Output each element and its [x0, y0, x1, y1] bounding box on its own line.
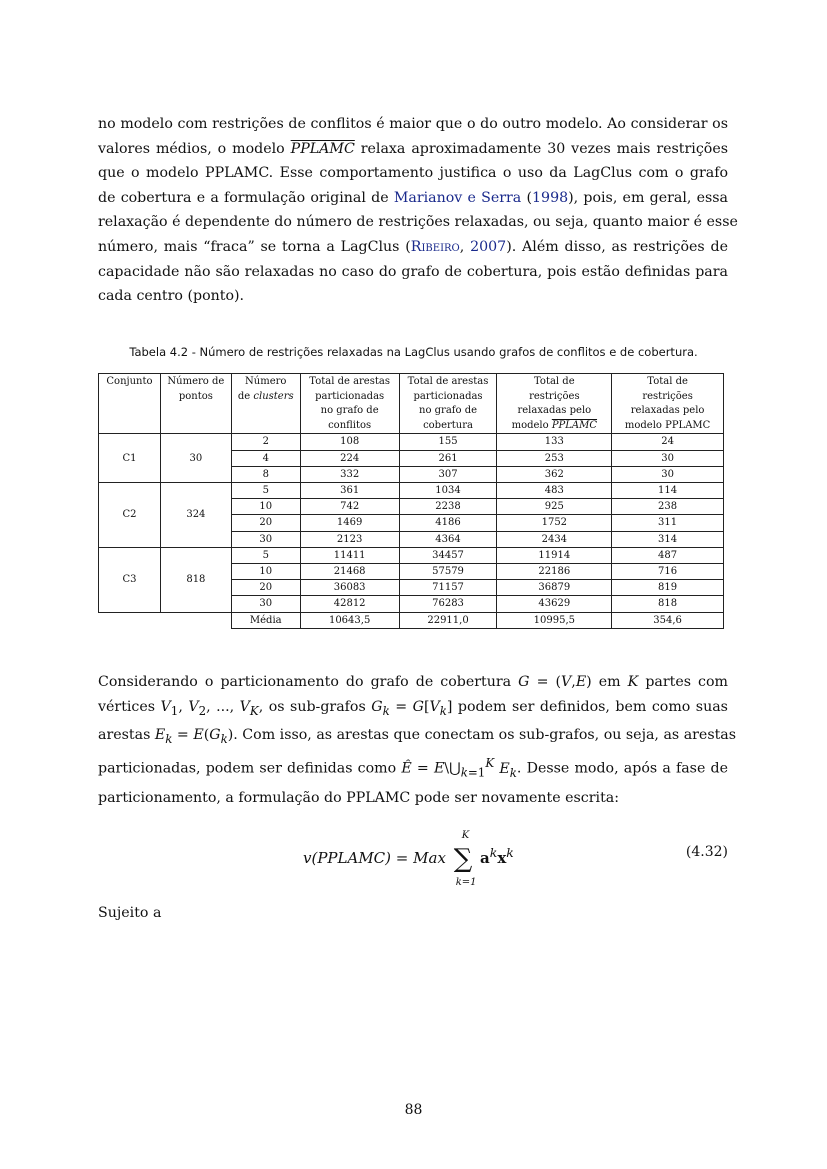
table-cell: 483: [497, 482, 612, 498]
table-cell: 11914: [497, 547, 612, 563]
table-cell: 1752: [497, 515, 612, 531]
results-table: [98, 373, 724, 629]
table-row: [99, 434, 724, 450]
table-cell: 24: [612, 434, 724, 450]
table-cell: 10: [231, 564, 300, 580]
table-cell: 253: [497, 450, 612, 466]
equation-4-32: [98, 827, 728, 887]
table-header-row: [99, 374, 724, 434]
citation-link[interactable]: Marianov e Serra: [393, 189, 522, 206]
text-line: vértices $V_1$, $V_2$, ..., $V_K$, os sub-grafos $G_k = G[V_k]$ podem ser definidos, bem como suas: [98, 698, 728, 718]
table-cell: 30: [612, 450, 724, 466]
table-row: [99, 547, 724, 563]
col-header: Total de arestas particionadas no grafo de conflitos: [300, 374, 399, 434]
col-header: Número de pontos: [160, 374, 231, 434]
text-line: cada centro (ponto).: [98, 288, 245, 305]
table-cell: 332: [300, 466, 399, 482]
table-cell: 2123: [300, 531, 399, 547]
cell-points: 30: [160, 434, 231, 483]
table-cell: 311: [612, 515, 724, 531]
table-cell: 487: [612, 547, 724, 563]
col-header: Total de restrições relaxadas pelo modelo PPLAMC: [497, 374, 612, 434]
citation-year-link[interactable]: 2007: [470, 238, 507, 255]
table-cell: 2434: [497, 531, 612, 547]
cell-points: 324: [160, 482, 231, 547]
average-cell: 10995,5: [497, 612, 612, 628]
average-cell: 22911,0: [399, 612, 497, 628]
table-caption: Tabela 4.2 - Número de restrições relaxadas na LagClus usando grafos de conflitos e de cobertura.: [129, 345, 698, 359]
paragraph-2: [98, 670, 737, 810]
cell-set: C2: [99, 482, 161, 547]
text-line: Considerando o particionamento do grafo de cobertura G = (V,E) em K partes com: [98, 674, 729, 690]
table-cell: 108: [300, 434, 399, 450]
cell-set: C3: [99, 547, 161, 612]
table-cell: 307: [399, 466, 497, 482]
col-header: Total de restrições relaxadas pelo modelo PPLAMC: [612, 374, 724, 434]
text-line: valores médios, o modelo PPLAMC relaxa aproximadamente 30 vezes mais restrições: [98, 140, 728, 157]
table-cell: 5: [231, 547, 300, 563]
table-cell: 43629: [497, 596, 612, 612]
average-cell: Média: [231, 612, 300, 628]
table-cell: 76283: [399, 596, 497, 612]
table-cell: 238: [612, 499, 724, 515]
table-cell: 71157: [399, 580, 497, 596]
table-cell: 314: [612, 531, 724, 547]
table-cell: 30: [231, 596, 300, 612]
table-cell: 361: [300, 482, 399, 498]
equation-rhs: $a^kx^k$: [480, 845, 514, 867]
table-cell: 11411: [300, 547, 399, 563]
text-line: relaxação é dependente do número de restrições relaxadas, ou seja, quanto maior é esse: [98, 214, 738, 231]
sum-lower-limit: k=1: [455, 877, 477, 888]
col-header: Número de clusters: [231, 374, 300, 434]
sum-upper-limit: K: [461, 830, 470, 841]
equation-number: (4.32): [685, 844, 728, 860]
table-cell: 30: [612, 466, 724, 482]
table-row: [99, 482, 724, 498]
table-cell: 8: [231, 466, 300, 482]
table-cell: 4186: [399, 515, 497, 531]
col-header: Total de arestas particionadas no grafo de cobertura: [399, 374, 497, 434]
table-cell: 21468: [300, 564, 399, 580]
text-line: particionadas, podem ser definidas como Ê = $E\backslash⋃_{k=1}^K$ $E_k$. Desse modo, após a fase de: [98, 756, 728, 780]
table-cell: 34457: [399, 547, 497, 563]
table-cell: 818: [612, 596, 724, 612]
text-line: que o modelo PPLAMC. Esse comportamento justifica o uso da LagClus com o grafo: [98, 165, 728, 182]
table-cell: 30: [231, 531, 300, 547]
text-line: de cobertura e a formulação original de Marianov e Serra (1998), pois, em geral, essa: [98, 189, 729, 206]
text-line: capacidade não são relaxadas no caso do grafo de cobertura, pois estão definidas para: [98, 263, 728, 280]
subject-to-label: Sujeito a: [98, 905, 162, 921]
citation-link[interactable]: Ribeiro: [410, 238, 460, 255]
table-cell: 819: [612, 580, 724, 596]
text-line: particionamento, a formulação do PPLAMC pode ser novamente escrita:: [98, 789, 620, 806]
table-cell: 22186: [497, 564, 612, 580]
average-cell: 10643,5: [300, 612, 399, 628]
table-cell: 2: [231, 434, 300, 450]
table-cell: 925: [497, 499, 612, 515]
table-cell: 224: [300, 450, 399, 466]
table-cell: 5: [231, 482, 300, 498]
cell-points: 818: [160, 547, 231, 612]
table-cell: 42812: [300, 596, 399, 612]
table-cell: 20: [231, 580, 300, 596]
text-line: número, mais “fraca” se torna a LagClus (Ribeiro, 2007). Além disso, as restrições de: [98, 238, 728, 255]
equation-body: [303, 830, 514, 888]
table-cell: 114: [612, 482, 724, 498]
page-number: 88: [404, 1102, 423, 1118]
table-cell: 742: [300, 499, 399, 515]
average-row: [99, 612, 724, 628]
table-cell: 362: [497, 466, 612, 482]
col-header: Conjunto: [99, 374, 161, 434]
table-cell: 36879: [497, 580, 612, 596]
table-cell: 716: [612, 564, 724, 580]
text-line: no modelo com restrições de conflitos é maior que o do outro modelo. Ao considerar os: [98, 116, 728, 132]
table-cell: 36083: [300, 580, 399, 596]
table-cell: 4: [231, 450, 300, 466]
average-cell: 354,6: [612, 612, 724, 628]
table-cell: 20: [231, 515, 300, 531]
table-cell: 57579: [399, 564, 497, 580]
table-cell: 155: [399, 434, 497, 450]
table-cell: 1034: [399, 482, 497, 498]
table-cell: 2238: [399, 499, 497, 515]
cell-set: C1: [99, 434, 161, 483]
citation-year-link[interactable]: 1998: [532, 189, 569, 206]
summation-symbol: ∑ K k=1: [453, 830, 477, 888]
table-cell: 1469: [300, 515, 399, 531]
table-cell: 10: [231, 499, 300, 515]
table-cell: 133: [497, 434, 612, 450]
equation-lhs: v(PPLAMC) = Max: [303, 849, 446, 867]
table-cell: 261: [399, 450, 497, 466]
table-cell: 4364: [399, 531, 497, 547]
text-line: arestas $E_k = E(G_k)$. Com isso, as arestas que conectam os sub-grafos, ou seja, as arestas: [98, 727, 737, 746]
paragraph-1: [98, 112, 738, 309]
empty-cell: [99, 612, 232, 628]
